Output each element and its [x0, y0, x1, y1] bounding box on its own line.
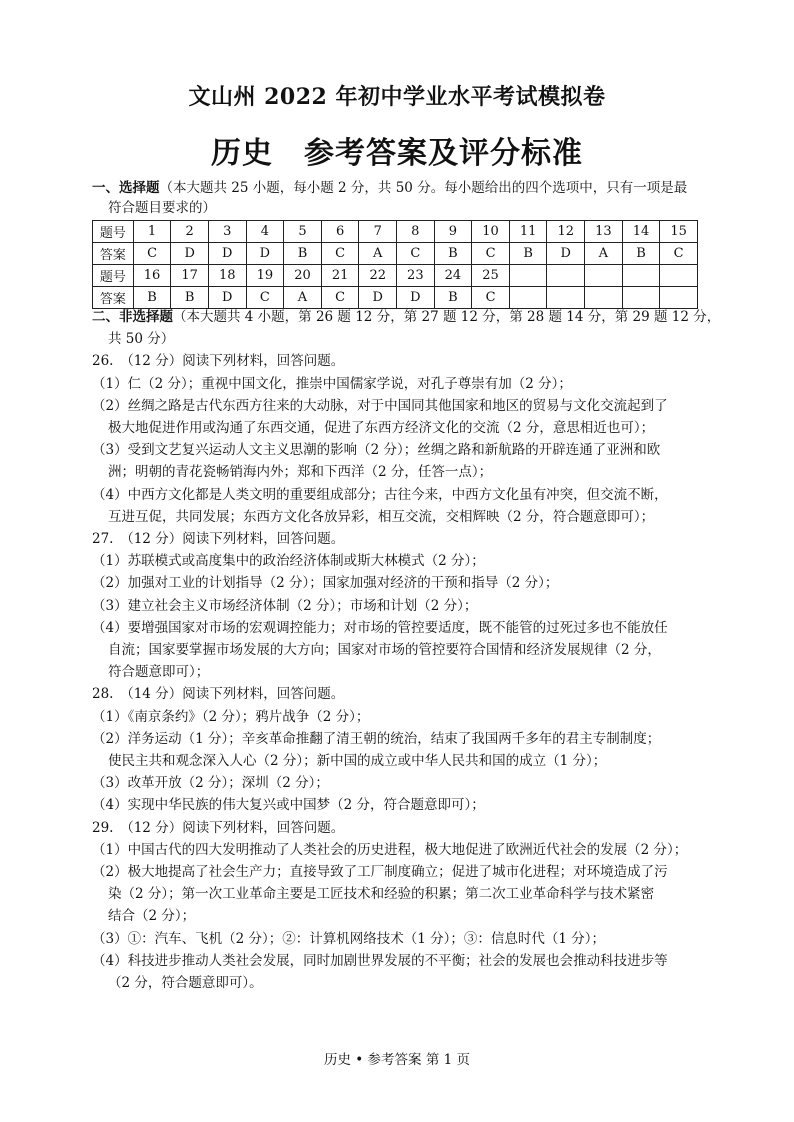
answer-cell: B: [284, 243, 322, 265]
question-number-cell: 18: [208, 265, 246, 287]
answer-cell: A: [585, 243, 623, 265]
answer-line: 自流；国家要掌握市场发展的大方向；国家对市场的管控要符合国情和经济发展规律（2 分，: [108, 642, 661, 659]
answer-line: 染（2 分）；第一次工业革命主要是工匠技术和经验的积累；第二次工业革命科学与技术紧密: [108, 886, 655, 903]
answer-cell: A: [359, 243, 397, 265]
answer-row-1: [93, 243, 698, 265]
question-number-cell: 14: [622, 221, 660, 243]
answer-line: 共 50 分）: [108, 331, 175, 348]
answer-line: 互进互促，共同发展；东西方文化各放异彩，相互交流，交相辉映（2 分，符合题意即可）；: [108, 508, 655, 525]
question-number-cell: 2: [171, 221, 209, 243]
row-header-answer: 答案: [93, 243, 134, 265]
answer-cell: B: [509, 243, 547, 265]
answer-line: （4）要增强国家对市场的宏观调控能力；对市场的管控要适度，既不能管的过死过多也不能放任: [92, 619, 668, 636]
answer-line: 符合题意即可）；: [108, 664, 210, 681]
question-number-cell: 7: [359, 221, 397, 243]
answer-line: （2）加强对工业的计划指导（2 分）；国家加强对经济的干预和指导（2 分）；: [92, 575, 559, 592]
answer-line: （4）实现中华民族的伟大复兴或中国梦（2 分，符合题意即可）；: [92, 797, 485, 814]
question-number-cell: 19: [246, 265, 284, 287]
section-2-label: 二、非选择题: [92, 309, 173, 325]
answer-line: 28. （14 分）阅读下列材料，回答问题。: [92, 686, 345, 703]
question-number-cell: [585, 265, 623, 287]
answer-line: （4）科技进步推动人类社会发展，同时加剧世界发展的不平衡；社会的发展也会推动科技进步等: [92, 952, 668, 969]
answer-line: [92, 306, 721, 328]
answer-cell: D: [359, 287, 397, 309]
answer-line: 洲；明朝的青花瓷畅销海内外；郑和下西洋（2 分，任答一点）；: [108, 464, 493, 481]
question-number-cell: 25: [472, 265, 510, 287]
answer-cell: C: [660, 243, 698, 265]
page-footer: 历史 • 参考答案 第 1 页: [323, 1052, 470, 1068]
answer-cell: D: [397, 287, 435, 309]
question-number-cell: 20: [284, 265, 322, 287]
answer-line: （2）洋务运动（1 分）；辛亥革命推翻了清王朝的统治，结束了我国两千多年的君主专制制度；: [92, 730, 661, 747]
free-response-answers: [92, 306, 721, 994]
answer-line: （2）极大地提高了社会生产力；直接导致了工厂制度确立；促进了城市化进程；对环境造成了污: [92, 864, 668, 881]
answer-line: （1）苏联模式或高度集中的政治经济体制或斯大林模式（2 分）；: [92, 553, 485, 570]
answer-cell: D: [208, 243, 246, 265]
question-number-cell: 13: [585, 221, 623, 243]
answer-line: 27. （12 分）阅读下列材料，回答问题。: [92, 531, 345, 548]
answer-line: （1）仁（2 分）；重视中国文化，推崇中国儒家学说，对孔子尊崇有加（2 分）；: [92, 375, 572, 392]
multiple-choice-answer-table: [92, 220, 698, 309]
question-number-cell: 3: [208, 221, 246, 243]
question-number-cell: 11: [509, 221, 547, 243]
question-number-cell: 9: [434, 221, 472, 243]
section-1-description-cont: 符合题目要求的）: [108, 200, 216, 216]
answer-line: （3）建立社会主义市场经济体制（2 分）；市场和计划（2 分）；: [92, 597, 478, 614]
question-number-cell: [660, 265, 698, 287]
answer-line: 极大地促进作用或沟通了东西交通，促进了东西方经济文化的交流（2 分，意思相近也可）；: [108, 420, 655, 437]
answer-cell: D: [171, 243, 209, 265]
question-number-cell: 21: [321, 265, 359, 287]
answer-cell: C: [321, 287, 359, 309]
answer-line: （1）中国古代的四大发明推动了人类社会的历史进程，极大地促进了欧洲近代社会的发展（2 分）；: [92, 841, 688, 858]
row-header-question-number: 题号: [93, 221, 134, 243]
answer-cell: C: [133, 243, 171, 265]
answer-cell: B: [171, 287, 209, 309]
question-number-cell: 4: [246, 221, 284, 243]
section-2-description: （本大题共 4 小题，第 26 题 12 分，第 27 题 12 分，第 28 题 14 分，第 29 题 12 分，: [173, 309, 721, 325]
section-1-description: （本大题共 25 小题，每小题 2 分，共 50 分。每小题给出的四个选项中，只有一项是最: [159, 180, 688, 196]
row-header-question-number: 题号: [93, 265, 134, 287]
question-number-cell: [622, 265, 660, 287]
answer-line: （3）受到文艺复兴运动人文主义思潮的影响（2 分）；丝绸之路和新航路的开辟连通了亚洲和欧: [92, 442, 661, 459]
answer-key-title: 历史 参考答案及评分标准: [211, 136, 583, 171]
answer-line: （2）丝绸之路是古代东西方往来的大动脉，对于中国同其他国家和地区的贸易与文化交流起到了: [92, 397, 668, 414]
section-1-label: 一、选择题: [92, 180, 160, 196]
answer-line: （3）改革开放（2 分）；深圳（2 分）；: [92, 775, 329, 792]
answer-cell: A: [284, 287, 322, 309]
question-number-cell: 24: [434, 265, 472, 287]
question-number-cell: 1: [133, 221, 171, 243]
answer-cell: D: [547, 243, 585, 265]
question-number-row-1: [93, 221, 698, 243]
question-number-cell: 8: [397, 221, 435, 243]
answer-cell: B: [133, 287, 171, 309]
question-number-cell: 12: [547, 221, 585, 243]
answer-cell: C: [472, 287, 510, 309]
exam-title: 文山州 2022 年初中学业水平考试模拟卷: [188, 84, 606, 110]
answer-cell: D: [208, 287, 246, 309]
answer-line: （3）①：汽车、飞机（2 分）；②：计算机网络技术（1 分）；③：信息时代（1 分）；: [92, 930, 605, 947]
answer-cell: C: [472, 243, 510, 265]
answer-line: 结合（2 分）；: [108, 908, 196, 925]
question-number-cell: 17: [171, 265, 209, 287]
answer-line: 29. （12 分）阅读下列材料，回答问题。: [92, 819, 345, 836]
answer-line: （4）中西方文化都是人类文明的重要组成部分；古往今来，中西方文化虽有冲突，但交流不断，: [92, 486, 668, 503]
question-number-cell: 10: [472, 221, 510, 243]
question-number-row-2: [93, 265, 698, 287]
answer-cell: C: [246, 287, 284, 309]
question-number-cell: 6: [321, 221, 359, 243]
answer-cell: B: [434, 287, 472, 309]
answer-cell: C: [321, 243, 359, 265]
answer-line: 26. （12 分）阅读下列材料，回答问题。: [92, 353, 345, 370]
question-number-cell: 22: [359, 265, 397, 287]
answer-cell: C: [397, 243, 435, 265]
answer-line: （2 分，符合题意即可）。: [108, 975, 263, 992]
answer-cell: B: [434, 243, 472, 265]
question-number-cell: [547, 265, 585, 287]
question-number-cell: 16: [133, 265, 171, 287]
answer-line: 使民主共和观念深入人心（2 分）；新中国的成立或中华人民共和国的成立（1 分）；: [108, 753, 607, 770]
question-number-cell: 15: [660, 221, 698, 243]
answer-line: （1）《南京条约》（2 分）；鸦片战争（2 分）；: [92, 708, 370, 725]
row-header-answer: 答案: [93, 287, 134, 309]
question-number-cell: [509, 265, 547, 287]
question-number-cell: 23: [397, 265, 435, 287]
answer-cell: D: [246, 243, 284, 265]
question-number-cell: 5: [284, 221, 322, 243]
answer-cell: B: [622, 243, 660, 265]
section-1-header: [92, 178, 712, 218]
